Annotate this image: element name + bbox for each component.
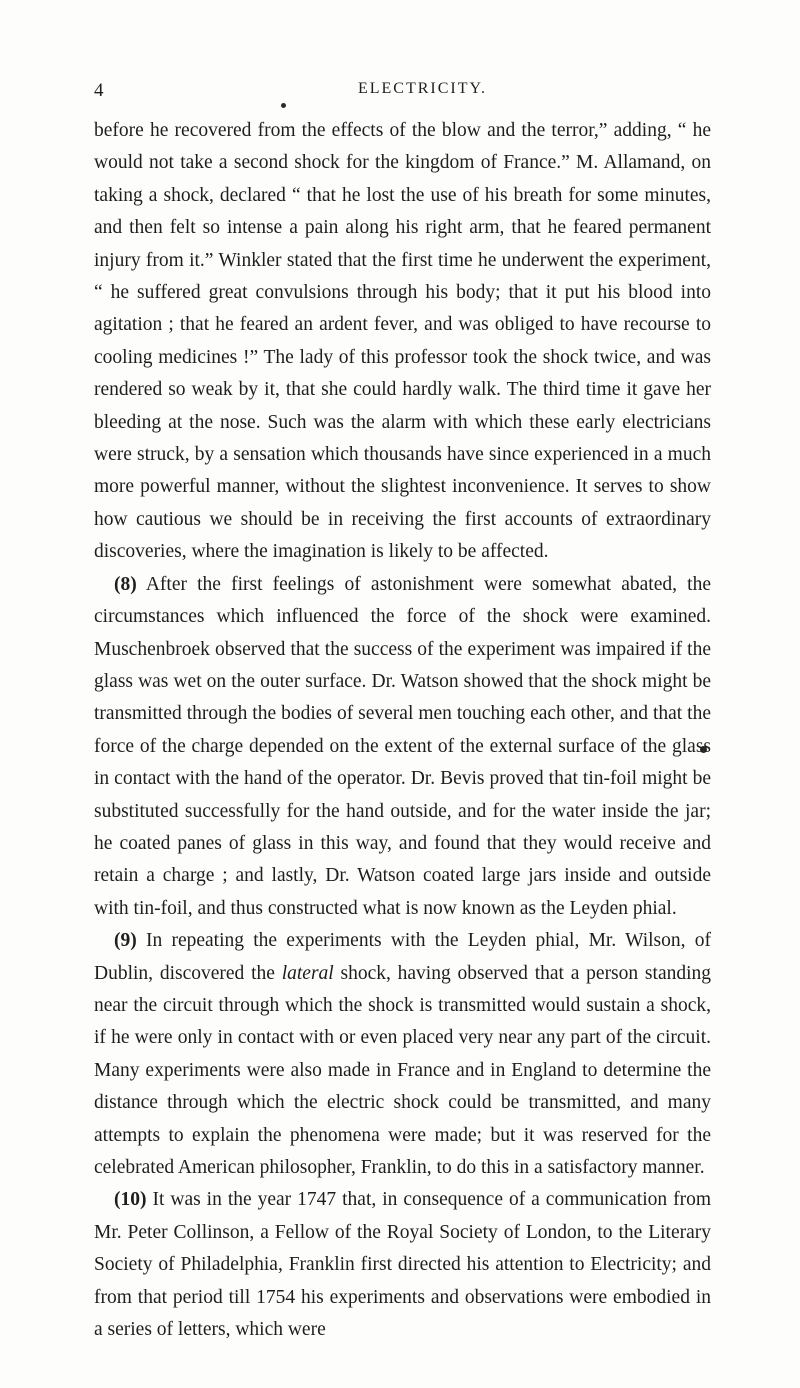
paragraph-number: (9) — [114, 930, 137, 952]
ink-speck — [281, 103, 286, 108]
paragraph-8 — [94, 569, 711, 925]
paragraph-number: (10) — [114, 1189, 147, 1211]
paragraph-number: (8) — [114, 573, 137, 595]
paragraph-9 — [94, 925, 711, 1184]
paragraph-text: In repeating the experiments with the Leyden phial, Mr. Wilson, of Dublin, discovered the — [94, 930, 711, 984]
paragraph-continued: before he recovered from the effects of the blow and the terror,” adding, “ he would not take a second shock for the kingdom of France.” M. Allamand, on taking a shock, declared “ that he lost the use of his breath for some minutes, and then felt so intense a pain along his right arm, that he feared permanent injury from it.” Winkler stated that the first time he underwent the experiment, “ he suffered great convulsions through his body; that it put his blood into agitation ; that he feared an ardent fever, and was obliged to have recourse to cooling medicines !” The lady of this professor took the shock twice, and was rendered so weak by it, that she could hardly walk. The third time it gave her bleeding at the nose. Such was the alarm with which these early electricians were struck, by a sensation which thousands have since experienced in a much more powerful manner, without the slightest inconvenience. It serves to show how cautious we should be in receiving the first accounts of extraordinary discoveries, where the imagination is likely to be affected. — [94, 120, 711, 563]
running-head — [94, 80, 711, 106]
page-number: 4 — [94, 80, 104, 101]
italic-term: lateral — [281, 962, 334, 984]
paragraph-text: After the first feelings of astonishment were somewhat abated, the circumstances which influenced the force of the shock were examined. Muschenbroek observed that the success of the experiment was impaired if the glass was wet on the outer surface. Dr. Watson showed that the shock might be transmitted through the bodies of several men touching each other, and that the force of the charge depended on the extent of the external surface of the glass in contact with the hand of the operator. Dr. Bevis proved that tin-foil might be substituted successfully for the hand outside, and for the water inside the jar; he coated panes of glass in this way, and found that they would receive and retain a charge ; and lastly, Dr. Watson coated large jars inside and outside with tin-foil, and thus constructed what is now known as the Leyden phial. — [94, 573, 711, 919]
paragraph-10 — [94, 1184, 711, 1346]
running-title: ELECTRICITY. — [357, 80, 488, 97]
body-text — [94, 115, 711, 1346]
paragraph-text: shock, having observed that a person standing near the circuit through which the shock is transmitted would sustain a shock, if he were only in contact with or even placed very near any part of the circuit. Many experiments were also made in France and in England to determine the distance through which the electric shock could be transmitted, and many attempts to explain the phenomena were made; but it was reserved for the celebrated American philosopher, Franklin, to do this in a satisfactory manner. — [94, 962, 712, 1178]
paragraph-text: It was in the year 1747 that, in consequence of a communication from Mr. Peter Collinson, a Fellow of the Royal Society of London, to the Literary Society of Philadelphia, Franklin first directed his attention to Electricity; and from that period till 1754 his experiments and observations were embodied in a series of letters, which were — [94, 1189, 711, 1341]
